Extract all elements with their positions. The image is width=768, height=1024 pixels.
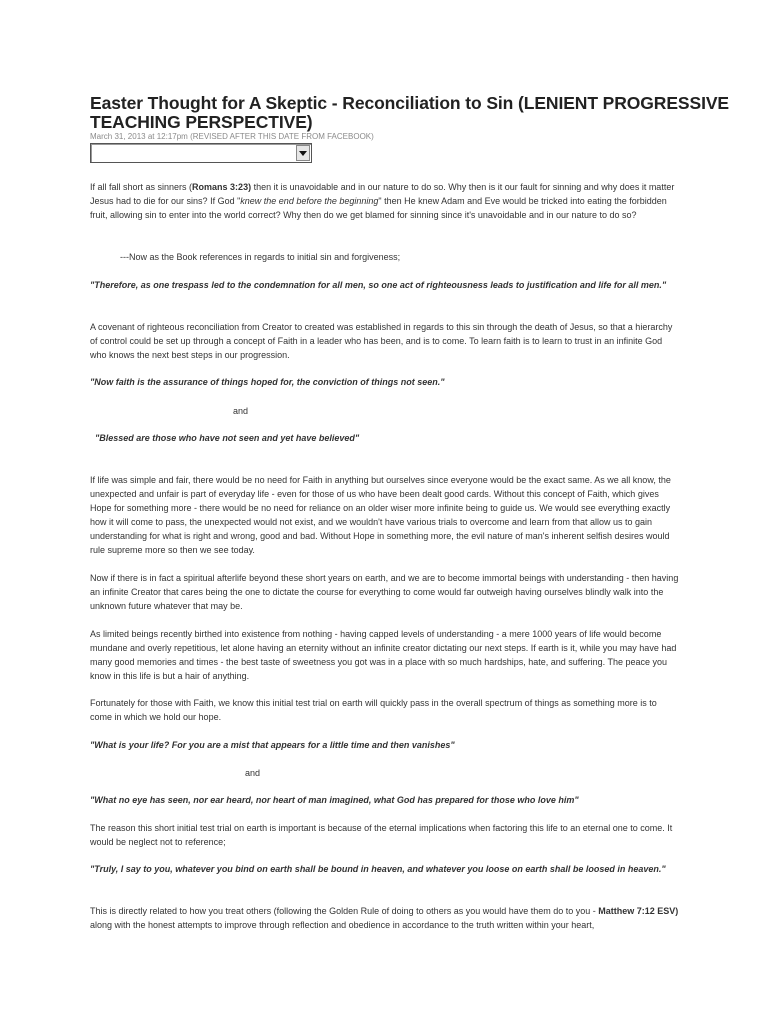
- paragraph-covenant: A covenant of righteous reconciliation from Creator to created was established in regards to this sin through the death of Jesus, so that a hierarchy of control could be set up through a concept of Faith in a leader who has been, and is to come. To learn faith is to learn to trust in an infinite God who knows the next best steps in our progression.: [90, 322, 673, 360]
- quote-blessed: "Blessed are those who have not seen and yet have believed": [95, 433, 360, 443]
- paragraph-intro: If all fall short as sinners (Romans 3:23) then it is unavoidable and in our nature to do so. Why then is it our fault for sinning and why does it matter Jesus had to die for our sins? If God "knew the end before the beginning" then He knew Adam and Eve would be tricked into eating the forbidden fruit, allowing sin to enter into the world correct? Why then do we get blamed for sinning since it's unavoidable and in our nature to do so?: [90, 182, 675, 220]
- conjunction-and-2: and: [245, 768, 261, 778]
- paragraph-fortunately: Fortunately for those with Faith, we know this initial test trial on earth will quickly pass in the overall spectrum of things as something more is to come in which we hold our hope.: [90, 698, 657, 722]
- post-date: March 31, 2013 at 12:17pm (REVISED AFTER THIS DATE FROM FACEBOOK): [90, 132, 374, 141]
- dropdown-select[interactable]: [90, 143, 312, 163]
- conjunction-and: and: [233, 406, 249, 416]
- paragraph-reason: The reason this short initial test trial on earth is important is because of the eternal implications when factoring this life to an eternal one to come. It would be neglect not to reference;: [90, 823, 673, 847]
- document-title: Easter Thought for A Skeptic - Reconciliation to Sin (LENIENT PROGRESSIVE TEACHING PERSPECTIVE): [90, 93, 729, 132]
- scripture-reference: Romans 3:23): [192, 182, 252, 192]
- paragraph-limited-beings: As limited beings recently birthed into existence from nothing - having capped levels of understanding - a mere 1000 years of life would become mundane and overly repetitious, let alone having an eternity without an infinite creator dictating our next steps. If earth is it, while you may have had many good memories and times - the best taste of sweetness you got was in a place with so much hardships, hate, and suffering. The peace you know in this life is but a hair of anything.: [90, 629, 677, 681]
- quote-mist: "What is your life? For you are a mist that appears for a little time and then vanishes": [90, 740, 455, 750]
- quote-trespass: "Therefore, as one trespass led to the condemnation for all men, so one act of righteousness leads to justification and life for all men.": [90, 280, 667, 290]
- quote-faith: "Now faith is the assurance of things hoped for, the conviction of things not seen.": [90, 377, 445, 387]
- scripture-reference-matthew: Matthew 7:12 ESV): [598, 906, 679, 916]
- dropdown-button[interactable]: [296, 145, 310, 161]
- quote-bind-on-earth: "Truly, I say to you, whatever you bind on earth shall be bound in heaven, and whatever you loose on earth shall be loosed in heaven.": [90, 864, 666, 874]
- chevron-down-icon: [299, 151, 307, 156]
- paragraph-golden-rule: This is directly related to how you treat others (following the Golden Rule of doing to others as you would have them do to you - Matthew 7:12 ESV) along with the honest attempts to improve through reflection and obedience in accordance to the truth written within your heart,: [90, 906, 679, 930]
- paragraph-book-reference: ---Now as the Book references in regards to initial sin and forgiveness;: [120, 252, 401, 262]
- paragraph-life-simple: If life was simple and fair, there would be no need for Faith in anything but ourselves since everyone would be the exact same. As we all know, the unexpected and unfair is part of everyday life - even for those of us who have been dealt good cards. Without this concept of Faith, which gives Hope for something more - there would be no need for reliance on an older wiser more infinite being to guide us. We would see everything exactly how it will come to pass, the unexpected would not exist, and we wouldn't have various trials to overcome and learn from that allow us to gain understanding for what is right and wrong, good and bad. Without Hope in something more, the evil nature of man's inherent selfish desires would rule supreme more so then we see today.: [90, 475, 671, 555]
- quote-no-eye: "What no eye has seen, nor ear heard, nor heart of man imagined, what God has prepared for those who love him": [90, 795, 579, 805]
- paragraph-afterlife: Now if there is in fact a spiritual afterlife beyond these short years on earth, and we are to become immortal beings with understanding - then having an infinite Creator that cares being the one to dictate the course for everything to come would far outweigh having ourselves blindly walk into the unknown future whatever that may be.: [90, 573, 679, 611]
